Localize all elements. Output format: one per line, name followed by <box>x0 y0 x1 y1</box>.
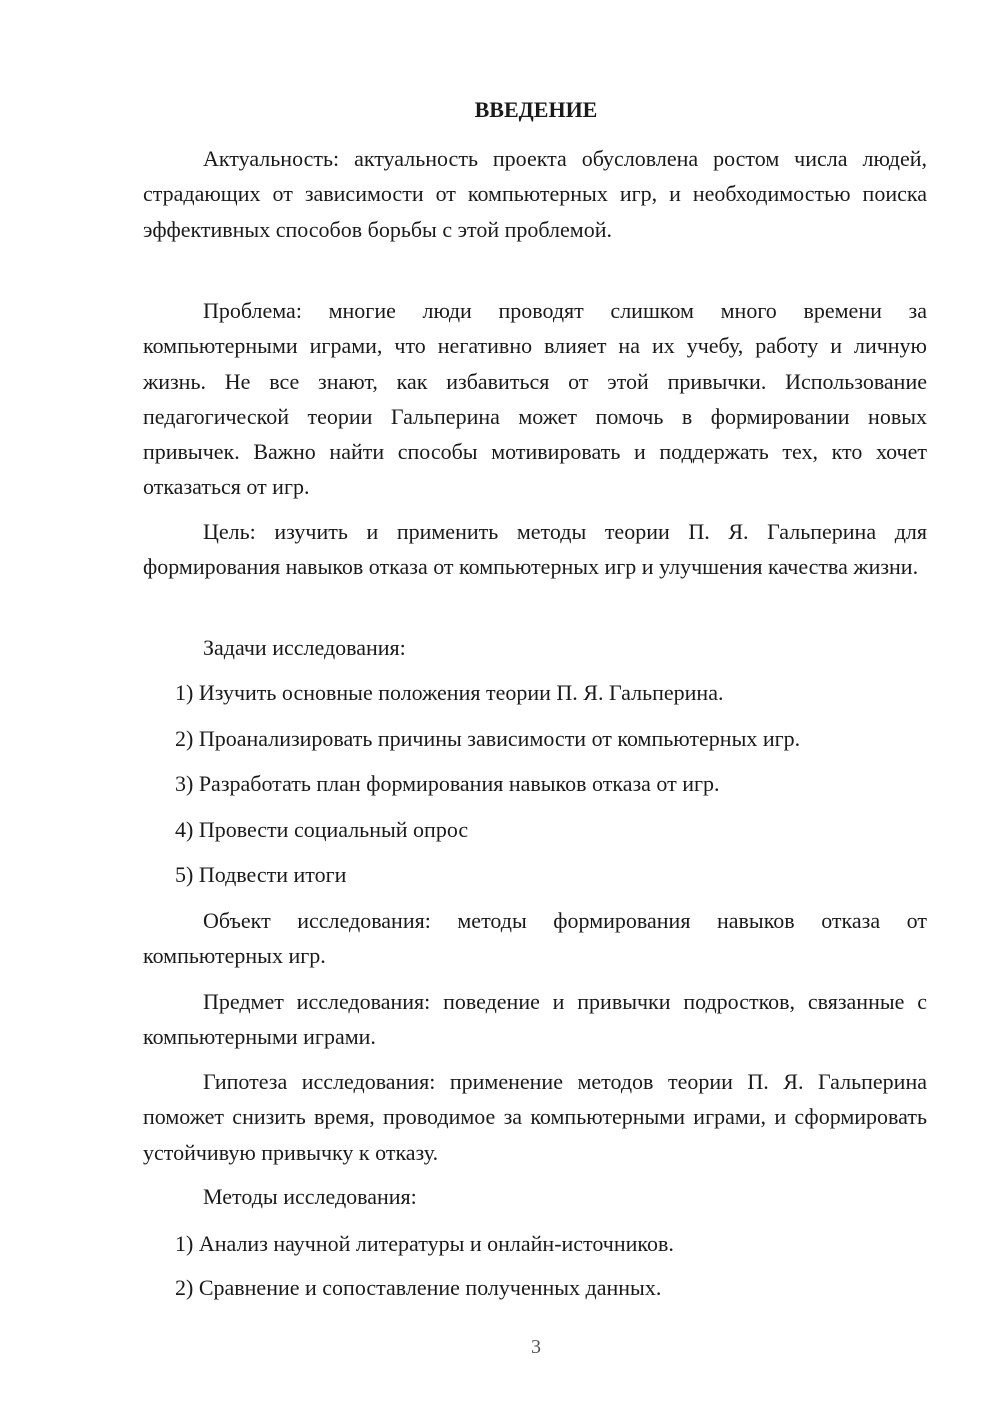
method-item: 2) Сравнение и сопоставление полученных данных. <box>175 1275 662 1300</box>
subject-paragraph: Предмет исследования: поведение и привычки подростков, связанные с компьютерными играми. <box>143 989 927 1050</box>
section-title: ВВЕДЕНИЕ <box>474 97 598 122</box>
tasks-label: Задачи исследования: <box>203 635 406 660</box>
problem-paragraph: Проблема: многие люди проводят слишком много времени за компьютерными играми, что негативно влияет на их учебу, работу и личную жизнь. Не все знают, как избавиться от этой привычки. Использование педагогической теории Гальперина может помочь в формировании новых привычек. Важно найти способы мотивировать и поддержать тех, кто хочет отказаться от игр. <box>143 298 927 500</box>
relevance-paragraph: Актуальность: актуальность проекта обусловлена ростом числа людей, страдающих от зависимости от компьютерных игр, и необходимостью поиска эффективных способов борьбы с этой проблемой. <box>143 146 927 242</box>
task-item: 2) Проанализировать причины зависимости от компьютерных игр. <box>175 726 801 751</box>
task-item: 4) Провести социальный опрос <box>175 817 469 842</box>
goal-paragraph: Цель: изучить и применить методы теории П. Я. Гальперина для формирования навыков отказа от компьютерных игр и улучшения качества жизни. <box>143 519 927 580</box>
object-paragraph: Объект исследования: методы формирования навыков отказа от компьютерных игр. <box>143 908 927 969</box>
hypothesis-paragraph: Гипотеза исследования: применение методов теории П. Я. Гальперина поможет снизить время, проводимое за компьютерными играми, и сформировать устойчивую привычку к отказу. <box>143 1069 927 1165</box>
task-item: 5) Подвести итоги <box>175 862 347 887</box>
task-item: 1) Изучить основные положения теории П. Я. Гальперина. <box>175 680 724 705</box>
methods-label: Методы исследования: <box>203 1184 417 1209</box>
method-item: 1) Анализ научной литературы и онлайн-источников. <box>175 1231 674 1256</box>
page-number: 3 <box>531 1336 541 1358</box>
task-item: 3) Разработать план формирования навыков отказа от игр. <box>175 771 720 796</box>
